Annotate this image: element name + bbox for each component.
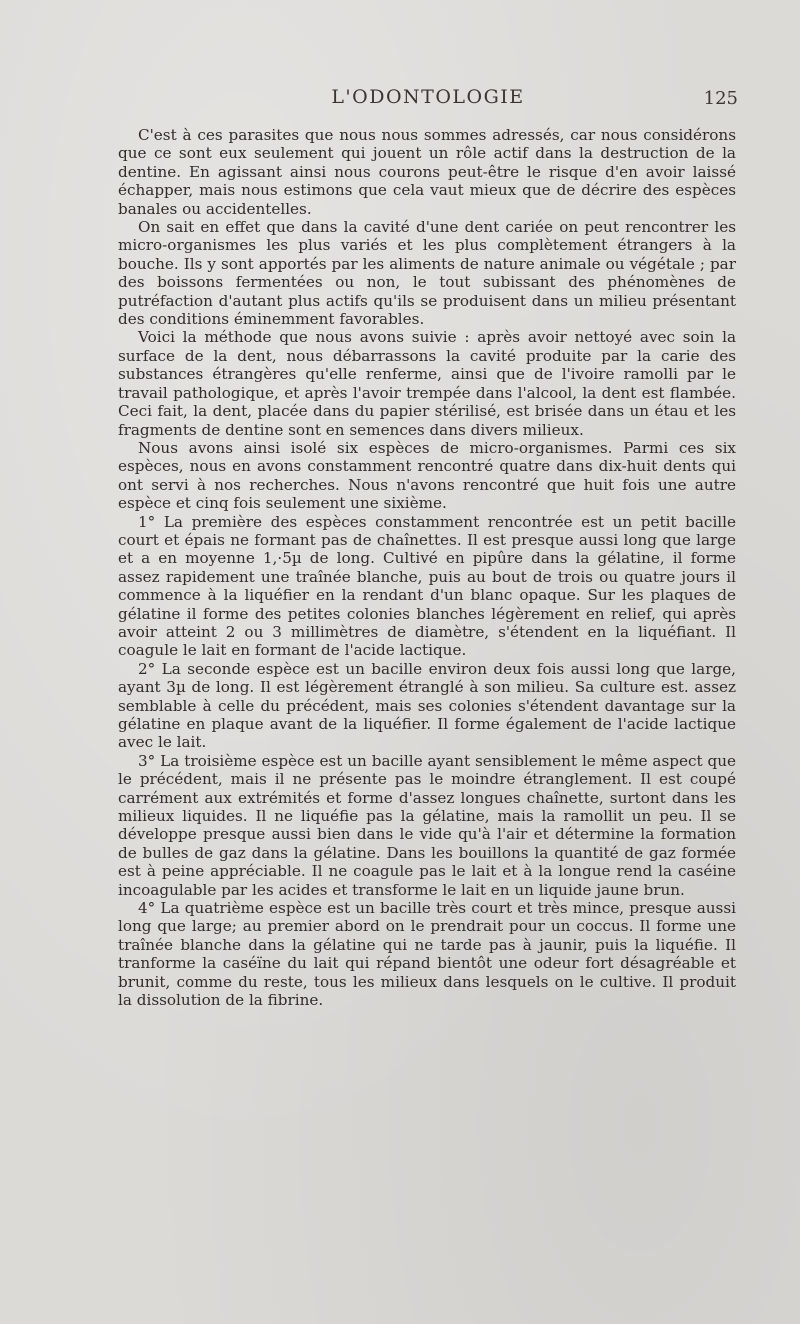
- paragraph-7: 3° La troisième espèce est un bacille ayant sensiblement le même aspect que le précédent, mais il ne présente pas le moindre étranglement. Il est coupé carrément aux extrémités et forme d'assez longues chaînette, surtont dans les milieux liquides. Il ne liquéfie pas la gélatine, mais la ramollit un peu. Il se développe presque aussi bien dans le vide qu'à l'air et détermine la formation de bulles de gaz dans la gélatine. Dans les bouillons la quantité de gaz formée est à peine appréciable. Il ne coagule pas le lait et à la longue rend la caséine incoagulable par les acides et transforme le lait en un liquide jaune brun.: [118, 751, 736, 899]
- paragraph-4: Nous avons ainsi isolé six espèces de micro-organismes. Parmi ces six espèces, nous en avons constamment rencontré quatre dans dix-huit dents qui ont servi à nos recherches. Nous n'avons rencontré que huit fois une autre espèce et cinq fois seulement une sixième.: [118, 438, 736, 513]
- paragraph-3: Voici la méthode que nous avons suivie : après avoir nettoyé avec soin la surface de la dent, nous débarrassons la cavité produite par la carie des substances étrangères qu'elle renferme, ainsi que de l'ivoire ramolli par le travail pathologique, et après l'avoir trempée dans l'alcool, la dent est flambée. Ceci fait, la dent, placée dans du papier stérilisé, est brisée dans un étau et les fragments de dentine sont en semences dans divers milieux.: [118, 328, 736, 439]
- paragraph-6: 2° La seconde espèce est un bacille environ deux fois aussi long que large, ayant 3µ de long. Il est légèrement étranglé à son milieu. Sa culture est. assez semblable à celle du précédent, mais ses colonies s'étendent davantage sur la gélatine en plaque avant de la liquéfier. Il forme également de l'acide lactique avec le lait.: [118, 659, 736, 752]
- paragraph-8: 4° La quatrième espèce est un bacille très court et très mince, presque aussi long que large; au premier abord on le prendrait pour un coccus. Il forme une traînée blanche dans la gélatine qui ne tarde pas à jaunir, puis la liquéfie. Il tranforme la caséïne du lait qui répand bientôt une odeur fort désagréable et brunit, comme du reste, tous les milieux dans lesquels on le cultive. Il produit la dissolution de la fibrine.: [118, 899, 736, 1010]
- paragraph-2: On sait en effet que dans la cavité d'une dent cariée on peut rencontrer les micro-organismes les plus variés et les plus complètement étrangers à la bouche. Ils y sont apportés par les aliments de nature animale ou végétale ; par des boissons fermentées ou non, le tout subissant des phénomènes de putréfaction d'autant plus actifs qu'ils se produisent dans un milieu présentant des conditions éminemment favorables.: [118, 218, 736, 329]
- paragraph-1: C'est à ces parasites que nous nous sommes adressés, car nous considérons que ce sont eux seulement qui jouent un rôle actif dans la destruction de la dentine. En agissant ainsi nous courons peut-être le risque d'en avoir laissé échapper, mais nous estimons que cela vaut mieux que de décrire des espèces banales ou accidentelles.: [118, 126, 736, 218]
- paragraph-5: 1° La première des espèces constamment rencontrée est un petit bacille court et épais ne formant pas de chaînettes. Il est presque aussi long que large et a en moyenne 1,·5µ de long. Cultivé en pipûre dans la gélatine, il forme assez rapidement une traînée blanche, puis au bout de trois ou quatre jours il commence à la liquéfier en la rendant d'un blanc opaque. Sur les plaques de gélatine il forme des petites colonies blanches légèrement en relief, qui après avoir atteint 2 ou 3 millimètres de diamètre, s'étendent en la liquéfiant. Il coagule le lait en formant de l'acide lactique.: [118, 512, 736, 660]
- page-header: [118, 86, 738, 112]
- page-number: 125: [703, 88, 738, 109]
- running-title: L'ODONTOLOGIE: [331, 86, 525, 108]
- body-text: [118, 126, 736, 1010]
